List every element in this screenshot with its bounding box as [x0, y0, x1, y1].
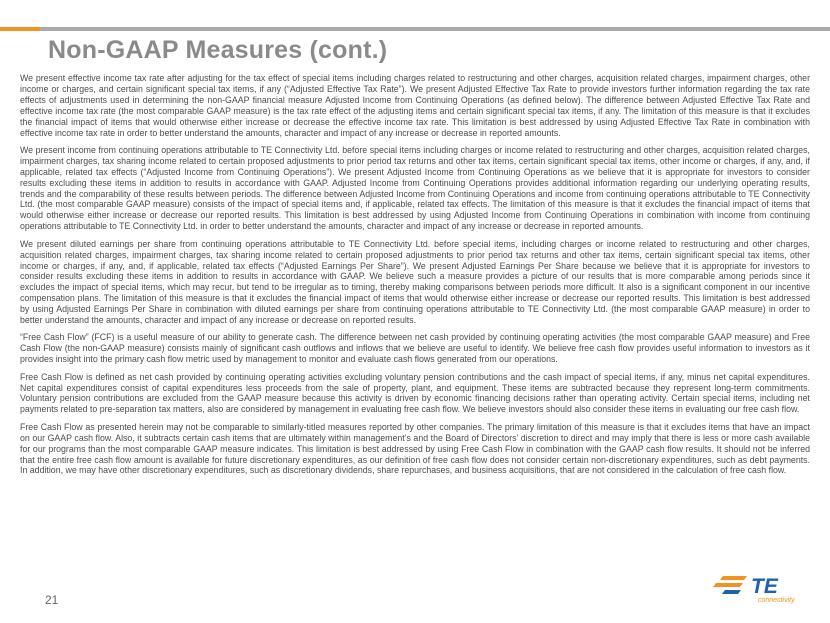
logo-stripe-top [720, 576, 747, 580]
top-rule-line [40, 27, 830, 31]
paragraph-free-cash-flow-limitations: Free Cash Flow as presented herein may not be comparable to similarly-titled measures reported by other companies. The primary limitation of this measure is that it excludes items that have an impact on our GAAP cash flow. Also, it subtracts certain cash items that are ultimately within management’s and the Board of Directors’ discretion to direct and may imply that there is less or more cash available for our programs than the most comparable GAAP measure indicates. This limitation is best addressed by using Free Cash Flow in combination with the GAAP cash flow results. It should not be inferred that the entire free cash flow amount is available for future discretionary expenditures, as our definition of free cash flow does not consider certain non-discretionary expenditures, such as debt payments. In addition, we may have other discretionary expenditures, such as discretionary dividends, share repurchases, and business acquisitions, that are not considered in the calculation of free cash flow. [20, 421, 810, 476]
logo-stripe-bottom [722, 590, 741, 594]
slide-body [20, 73, 810, 483]
slide-title: Non-GAAP Measures (cont.) [48, 36, 388, 64]
top-rule [0, 27, 830, 31]
te-connectivity-logo-icon [713, 572, 803, 598]
paragraph-adjusted-eps: We present diluted earnings per share from continuing operations attributable to TE Connectivity Ltd. before special items, including charges or income related to restructuring and other charges, acquisition related charges, impairment charges, tax sharing income related to certain proposed adjustments to prior period tax returns and other tax items, certain significant special tax items, other income or charges, if any, and, if applicable, related tax effects (“Adjusted Earnings Per Share”). We present Adjusted Earnings Per Share because we believe that it is appropriate for investors to consider results excluding these items in addition to results in accordance with GAAP. We believe such a measure provides a picture of our results that is more comparable among periods since it excludes the impact of special items, which may recur, but tend to be irregular as to timing, thereby making comparisons between periods more difficult. It also is a significant component in our incentive compensation plans. The limitation of this measure is that it excludes the financial impact of items that would otherwise either increase or decrease our reported results. This limitation is best addressed by using Adjusted Earnings Per Share in combination with diluted earnings per share from continuing operations attributable to TE Connectivity Ltd. (the most comparable GAAP measure) in order to better understand the amounts, character and impact of any increase or decrease on reported results. [20, 238, 810, 326]
paragraph-free-cash-flow-intro: “Free Cash Flow” (FCF) is a useful measure of our ability to generate cash. The difference between net cash provided by continuing operating activities (the most comparable GAAP measure) and Free Cash Flow (the non-GAAP measure) consists mainly of significant cash outflows and inflows that we believe are useful to identify. We believe free cash flow provides useful information to investors as it provides insight into the primary cash flow metric used by management to monitor and evaluate cash flows generated from our operations. [20, 332, 810, 365]
logo-mark: TE [751, 575, 778, 598]
paragraph-free-cash-flow-definition: Free Cash Flow is defined as net cash provided by continuing operating activities excluding voluntary pension contributions and the cash impact of special items, if any, minus net capital expenditures. Net capital expenditures consist of capital expenditures less proceeds from the sale of property, plant, and equipment. These items are subtracted because they represent long-term commitments. Voluntary pension contributions are excluded from the GAAP measure because this activity is driven by economic financing decisions rather than operating activity. Certain special items, including net payments related to pre-separation tax matters, also are considered by management in evaluating free cash flow. We believe investors should also consider these items in evaluating our free cash flow. [20, 371, 810, 415]
logo-stripe-middle [713, 583, 743, 587]
paragraph-adjusted-effective-tax-rate: We present effective income tax rate after adjusting for the tax effect of special items including charges related to restructuring and other charges, acquisition related charges, impairment charges, other income or charges, and certain significant special tax items, if any (“Adjusted Effective Tax Rate”). We present Adjusted Effective Tax Rate to provide investors further information regarding the tax rate effects of adjustments used in determining the non-GAAP financial measure Adjusted Income from Continuing Operations (as defined below). The difference between Adjusted Effective Tax Rate and effective income tax rate (the most comparable GAAP measure) is the tax rate effect of the adjusting items and certain significant special tax items, if any. The limitation of this measure is that it excludes the financial impact of items that would otherwise either increase or decrease the effective income tax rate. This limitation is best addressed by using Adjusted Effective Tax Rate in combination with effective income tax rate in order to better understand the amounts, character and impact of any increase or decrease in reported amounts. [20, 73, 810, 138]
paragraph-adjusted-income: We present income from continuing operations attributable to TE Connectivity Ltd. before special items including charges or income related to restructuring and other charges, acquisition related charges, impairment charges, tax sharing income related to certain proposed adjustments to prior period tax returns and other tax items, certain significant special tax items, other income or charges, if any, and, if applicable, related tax effects (“Adjusted Income from Continuing Operations”). We present Adjusted Income from Continuing Operations as we believe that it is appropriate for investors to consider results excluding these items in addition to results in accordance with GAAP. Adjusted Income from Continuing Operations provides additional information regarding our underlying operating results, trends and the comparability of these results between periods. The difference between Adjusted Income from Continuing Operations and income from continuing operations attributable to TE Connectivity Ltd. (the most comparable GAAP measure) consists of the impact of special items and, if applicable, related tax effects. The limitation of this measure is that it excludes the financial impact of items that would otherwise either increase or decrease our reported results. This limitation is best addressed by using Adjusted Income from Continuing Operations in combination with income from continuing operations attributable to TE Connectivity Ltd. in order to better understand the amounts, character and impact of any increase or decrease in reported amounts. [20, 144, 810, 232]
top-rule-accent [0, 27, 40, 31]
logo-tagline: connectivity [758, 597, 795, 604]
page-number: 21 [45, 593, 59, 607]
